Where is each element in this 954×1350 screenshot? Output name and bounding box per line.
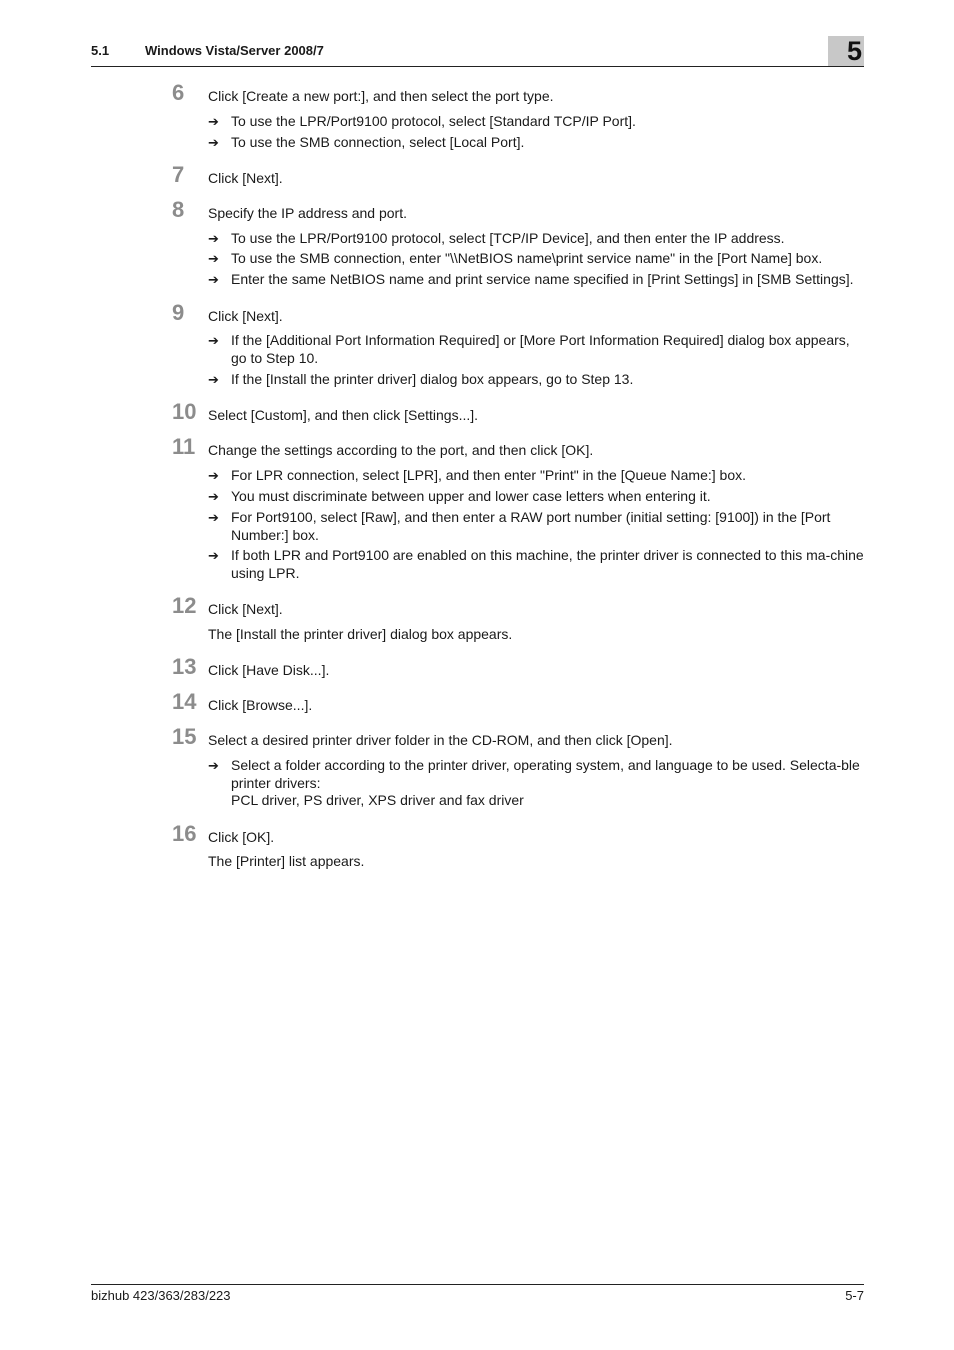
bullet-item — [208, 547, 868, 582]
chapter-badge — [828, 36, 864, 66]
step-text: Click [Next]. — [208, 601, 283, 617]
step-number: 10 — [172, 399, 197, 424]
bullet-item — [208, 332, 868, 367]
arrow-icon: ➔ — [208, 468, 219, 483]
bullet-text: Select a folder according to the printer driver, operating system, and language to be used. Selecta-ble printer drivers: — [231, 757, 860, 791]
step-number: 7 — [172, 162, 185, 187]
step-text: Click [Have Disk...]. — [208, 662, 330, 678]
section-title: Windows Vista/Server 2008/7 — [145, 43, 324, 58]
arrow-icon: ➔ — [208, 231, 219, 246]
step-text: Select a desired printer driver folder in the CD-ROM, and then click [Open]. — [208, 732, 673, 748]
step-text: Select [Custom], and then click [Settings...]. — [208, 407, 479, 423]
bullet-text: To use the SMB connection, select [Local Port]. — [231, 134, 525, 150]
step-result-note: The [Install the printer driver] dialog box appears. — [208, 626, 513, 642]
arrow-icon: ➔ — [208, 372, 219, 387]
step-number: 9 — [172, 300, 185, 325]
step-number: 11 — [172, 434, 196, 459]
bullet-item — [208, 134, 868, 152]
bullet-item — [208, 371, 868, 389]
step-number: 16 — [172, 821, 197, 846]
arrow-icon: ➔ — [208, 758, 219, 773]
arrow-icon: ➔ — [208, 548, 219, 563]
bullet-text: If the [Install the printer driver] dialog box appears, go to Step 13. — [231, 371, 634, 387]
arrow-icon: ➔ — [208, 251, 219, 266]
step-text: Specify the IP address and port. — [208, 205, 407, 221]
arrow-icon: ➔ — [208, 272, 219, 287]
arrow-icon: ➔ — [208, 114, 219, 129]
step-text: Click [Next]. — [208, 308, 283, 324]
step-text: Click [Browse...]. — [208, 697, 313, 713]
section-number: 5.1 — [91, 43, 110, 58]
bullet-item — [208, 271, 868, 289]
bullet-item — [208, 757, 868, 810]
arrow-icon: ➔ — [208, 510, 219, 525]
driver-list: PCL driver, PS driver, XPS driver and fax driver — [231, 792, 524, 808]
bullet-item — [208, 467, 868, 485]
bullet-item — [208, 113, 868, 131]
arrow-icon: ➔ — [208, 333, 219, 348]
bullet-text: If the [Additional Port Information Required] or [More Port Information Required] dialog box appears, go to Step 10. — [231, 332, 850, 366]
step-text: Click [Create a new port:], and then select the port type. — [208, 88, 554, 104]
step-text: Click [OK]. — [208, 829, 275, 845]
bullet-text: Enter the same NetBIOS name and print service name specified in [Print Settings] in [SMB Settings]. — [231, 271, 854, 287]
step-number: 14 — [172, 689, 197, 714]
bullet-item — [208, 509, 868, 544]
step-result-note: The [Printer] list appears. — [208, 853, 365, 869]
bullet-text: To use the LPR/Port9100 protocol, select [Standard TCP/IP Port]. — [231, 113, 636, 129]
arrow-icon: ➔ — [208, 135, 219, 150]
bullet-item — [208, 250, 868, 268]
bullet-text: To use the LPR/Port9100 protocol, select [TCP/IP Device], and then enter the IP address. — [231, 230, 785, 246]
bullet-item — [208, 488, 868, 506]
page-footer — [91, 1284, 864, 1303]
step-number: 13 — [172, 654, 197, 679]
step-text: Click [Next]. — [208, 170, 283, 186]
bullet-text: To use the SMB connection, enter "\\NetBIOS name\print service name" in the [Port Name] box. — [231, 250, 823, 266]
product-model: bizhub 423/363/283/223 — [91, 1288, 231, 1303]
bullet-text: You must discriminate between upper and lower case letters when entering it. — [231, 488, 711, 504]
arrow-icon: ➔ — [208, 489, 219, 504]
step-number: 15 — [172, 724, 197, 749]
page-header — [91, 36, 864, 67]
bullet-item — [208, 230, 868, 248]
step-number: 6 — [172, 80, 185, 105]
bullet-text: For LPR connection, select [LPR], and then enter "Print" in the [Queue Name:] box. — [231, 467, 746, 483]
step-number: 8 — [172, 197, 185, 222]
bullet-text: For Port9100, select [Raw], and then enter a RAW port number (initial setting: [9100]) in the [Port Number:] box. — [231, 509, 831, 543]
bullet-text: If both LPR and Port9100 are enabled on this machine, the printer driver is connected to this ma-chine using LPR. — [231, 547, 864, 581]
step-number: 12 — [172, 593, 197, 618]
page-number: 5-7 — [845, 1288, 864, 1303]
step-text: Change the settings according to the port, and then click [OK]. — [208, 442, 594, 458]
chapter-number: 5 — [846, 36, 862, 66]
